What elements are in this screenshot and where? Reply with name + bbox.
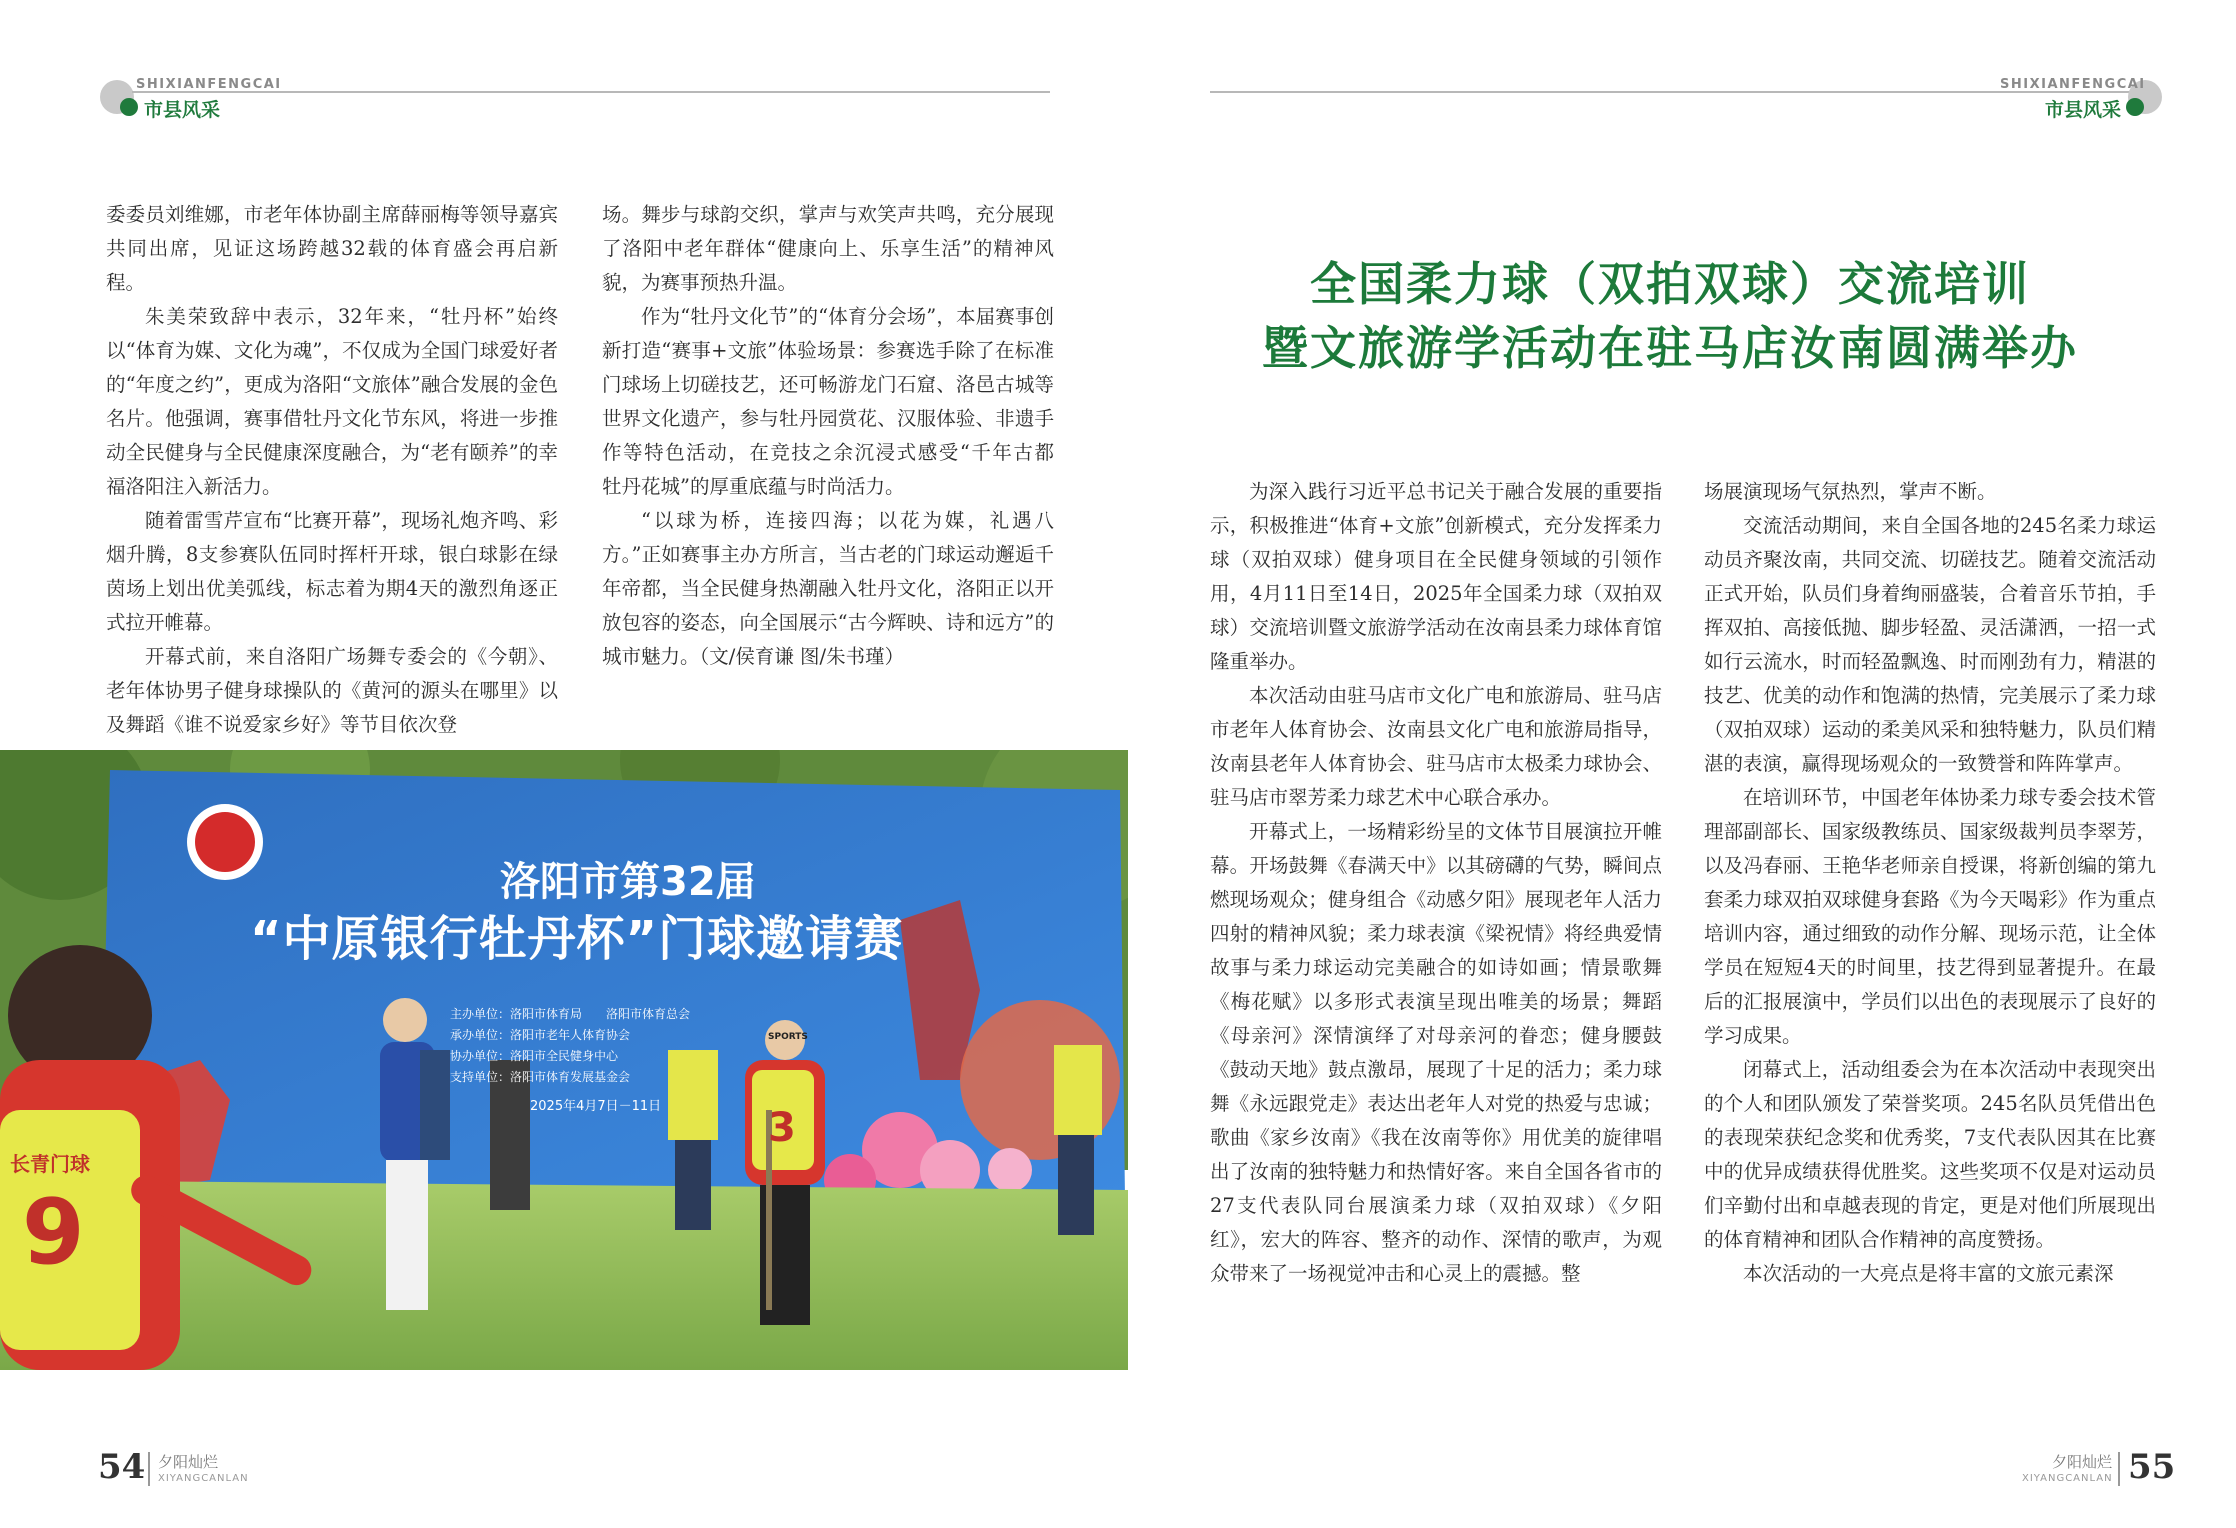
page-number-right: 55 <box>2128 1447 2176 1487</box>
paragraph: 本次活动的一大亮点是将丰富的文旅元素深 <box>1743 1262 2114 1285</box>
paragraph: “以球为桥，连接四海；以花为媒，礼遇八方。”正如赛事主办方所言，当古老的门球运动邂逅千年帝都，当全民健身热潮融入牡丹文化，洛阳正以开放包容的姿态，向全国展示“古今辉映、诗和远方”的城市魅力。（文/侯育谦 图/朱书瑾） <box>602 509 1054 668</box>
banner-date: 2025年4月7日－11日 <box>530 1099 662 1114</box>
paragraph: 场。舞步与球韵交织，掌声与欢笑声共鸣，充分展现了洛阳中老年群体“健康向上、乐享生活”的精神风貌，为赛事预热升温。 <box>602 203 1054 294</box>
paragraph: 为深入践行习近平总书记关于融合发展的重要指示，积极推进“体育+文旅”创新模式，充分发挥柔力球（双拍双球）健身项目在全民健身领域的引领作用，4月11日至14日，2025年全国柔力球（双拍双球）交流培训暨文旅游学活动在汝南县柔力球体育馆隆重举办。 <box>1210 480 1662 673</box>
article-title-line-1: 全国柔力球（双拍双球）交流培训 <box>1310 257 2030 311</box>
paragraph: 朱美荣致辞中表示，32年来，“牡丹杯”始终以“体育为媒、文化为魂”，不仅成为全国门球爱好者的“年度之约”，更成为洛阳“文旅体”融合发展的金色名片。他强调，赛事借牡丹文化节东风，将进一步推动全民健身与全民健康深度融合，为“老有颐养”的幸福洛阳注入新活力。 <box>106 305 558 498</box>
right-column-2 <box>1704 475 2156 1291</box>
banner-organizer-2: 承办单位：洛阳市老年人体育协会 <box>450 1028 631 1042</box>
header-right-rule <box>1210 91 2138 93</box>
footer-right-divider <box>2118 1452 2120 1486</box>
left-column-1 <box>106 198 558 742</box>
article-title-line-2: 暨文旅游学活动在驻马店汝南圆满举办 <box>1262 321 2078 375</box>
paragraph: 在培训环节，中国老年体协柔力球专委会技术管理部副部长、国家级教练员、国家级裁判员李翠芳，以及冯春丽、王艳华老师亲自授课，将新创编的第九套柔力球双拍双球健身套路《为今天喝彩》作为重点培训内容，通过细致的动作分解、现场示范，让全体学员在短短4天的时间里，技艺得到显著提升。在最后的汇报展演中，学员们以出色的表现展示了良好的学习成果。 <box>1704 786 2156 1047</box>
paragraph: 交流活动期间，来自全国各地的245名柔力球运动员齐聚汝南，共同交流、切磋技艺。随着交流活动正式开始，队员们身着绚丽盛装，合着音乐节拍，手挥双拍、高接低抛、脚步轻盈、灵活潇洒，一招一式如行云流水，时而轻盈飘逸、时而刚劲有力，精湛的技艺、优美的动作和饱满的热情，完美展示了柔力球（双拍双球）运动的柔美风采和独特魅力，队员们精湛的表演，赢得现场观众的一致赞誉和阵阵掌声。 <box>1704 514 2156 775</box>
paragraph: 作为“牡丹文化节”的“体育分会场”，本届赛事创新打造“赛事+文旅”体验场景：参赛选手除了在标准门球场上切磋技艺，还可畅游龙门石窟、洛邑古城等世界文化遗产，参与牡丹园赏花、汉服体验、非遗手作等特色活动，在竞技之余沉浸式感受“千年古都 牡丹花城”的厚重底蕴与时尚活力。 <box>602 305 1074 498</box>
footer-left-divider <box>148 1452 150 1486</box>
left-column-2 <box>602 198 1074 674</box>
paragraph: 闭幕式上，活动组委会为在本次活动中表现突出的个人和团队颁发了荣誉奖项。245名队员凭借出色的表现荣获纪念奖和优秀奖，7支代表队因其在比赛中的优异成绩获得优胜奖。这些奖项不仅是对运动员们辛勤付出和卓越表现的肯定，更是对他们所展现出的体育精神和团队合作精神的高度赞扬。 <box>1704 1058 2156 1251</box>
page-number-left: 54 <box>98 1447 146 1487</box>
header-left-dot <box>120 98 138 116</box>
paragraph: 随着雷雪芹宣布“比赛开幕”，现场礼炮齐鸣、彩烟升腾，8支参赛队伍同时挥杆开球，银白球影在绿茵场上划出优美弧线，标志着为期4天的激烈角逐正式拉开帷幕。 <box>106 509 558 634</box>
header-left-en: SHIXIANFENGCAI <box>136 77 282 92</box>
footer-right-magazine-en: XIYANGCANLAN <box>2022 1473 2113 1484</box>
footer-right-magazine: 夕阳灿烂 <box>2052 1453 2113 1471</box>
banner-title: 洛阳市第32届 <box>500 859 756 905</box>
paragraph: 委委员刘维娜，市老年体协副主席薛丽梅等领导嘉宾共同出席，见证这场跨越32载的体育盛会再启新程。 <box>106 203 558 294</box>
gateball-photo <box>0 750 1128 1370</box>
header-left-section: 市县风采 <box>144 99 221 121</box>
paragraph: 开幕式前，来自洛阳广场舞专委会的《今朝》、老年体协男子健身球操队的《黄河的源头在哪里》以及舞蹈《谁不说爱家乡好》等节目依次登 <box>106 645 558 736</box>
paragraph: 场展演现场气氛热烈，掌声不断。 <box>1704 480 1997 503</box>
banner-subtitle: “中原银行牡丹杯”门球邀请赛 <box>250 911 904 967</box>
cap-text: SPORTS <box>768 1032 808 1042</box>
vest-number-left: 9 <box>22 1180 85 1285</box>
vest-text-left: 长青门球 <box>10 1152 90 1176</box>
footer-left-magazine-en: XIYANGCANLAN <box>158 1473 249 1484</box>
footer-left-magazine: 夕阳灿烂 <box>158 1453 219 1471</box>
header-right-dot <box>2126 98 2144 116</box>
banner-organizer-4: 支持单位：洛阳市体育发展基金会 <box>450 1070 631 1084</box>
right-column-1 <box>1210 475 1662 1291</box>
vest-number-mid: 3 <box>768 1105 796 1151</box>
header-right-en: SHIXIANFENGCAI <box>2000 77 2146 92</box>
header-right-section: 市县风采 <box>2045 99 2122 121</box>
banner-organizer-3: 协办单位：洛阳市全民健身中心 <box>450 1049 619 1063</box>
paragraph: 开幕式上，一场精彩纷呈的文体节目展演拉开帷幕。开场鼓舞《春满天中》以其磅礴的气势，瞬间点燃现场观众；健身组合《动感夕阳》展现老年人活力四射的精神风貌；柔力球表演《梁祝情》将经典爱情故事与柔力球运动完美融合的如诗如画；情景歌舞《梅花赋》以多形式表演呈现出唯美的场景；舞蹈《母亲河》深情演绎了对母亲河的眷恋；健身腰鼓《鼓动天地》鼓点激昂，展现了十足的活力；柔力球舞《永远跟党走》表达出老年人对党的热爱与忠诚；歌曲《家乡汝南》《我在汝南等你》用优美的旋律唱出了汝南的独特魅力和热情好客。来自全国各省市的27支代表队同台展演柔力球（双拍双球）《夕阳红》，宏大的阵容、整齐的动作、深情的歌声，为观众带来了一场视觉冲击和心灵上的震撼。整 <box>1210 820 1662 1285</box>
paragraph: 本次活动由驻马店市文化广电和旅游局、驻马店市老年人体育协会、汝南县文化广电和旅游局指导，汝南县老年人体育协会、驻马店市太极柔力球协会、驻马店市翠芳柔力球艺术中心联合承办。 <box>1210 684 1662 809</box>
banner-organizer-1: 主办单位：洛阳市体育局 洛阳市体育总会 <box>450 1007 691 1021</box>
